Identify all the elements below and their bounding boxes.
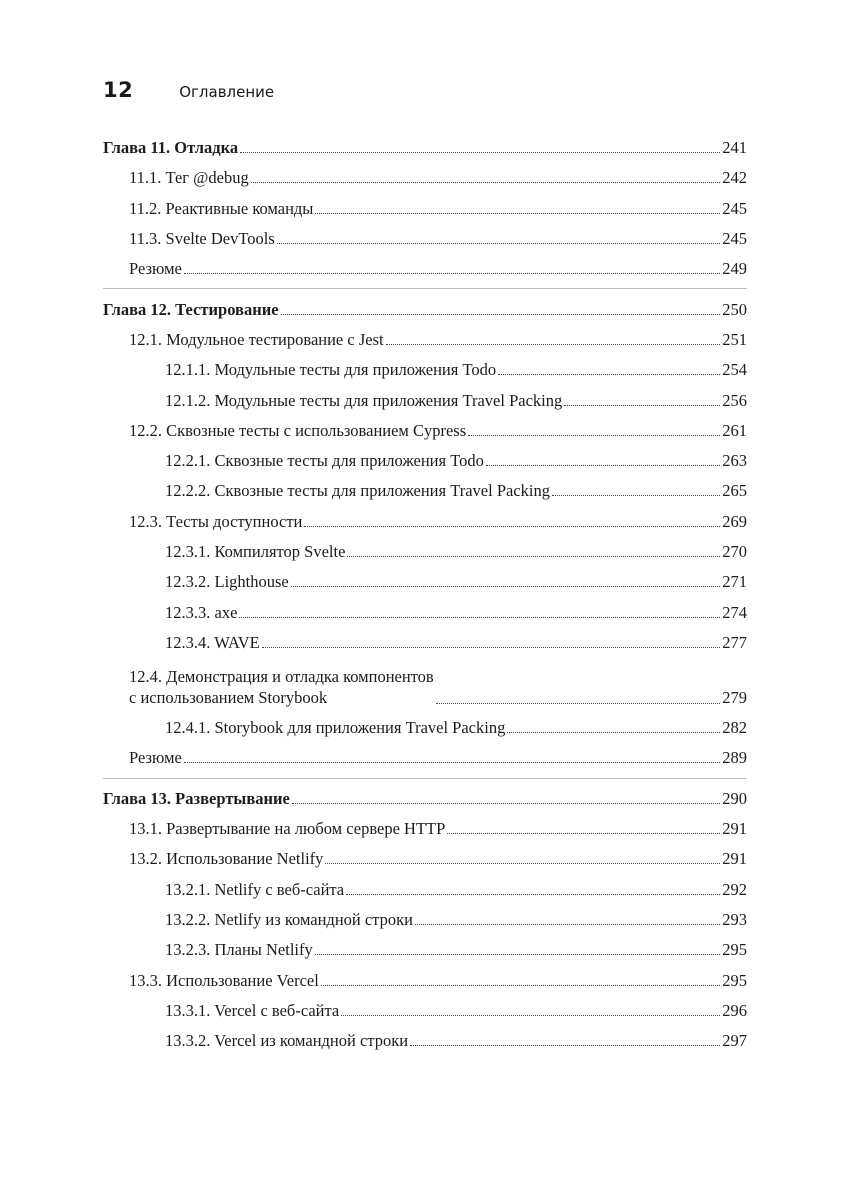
toc-chapter-entry[interactable] — [103, 294, 747, 324]
dot-leader — [184, 273, 720, 274]
toc-page-number: 295 — [722, 970, 747, 990]
toc-page-number: 297 — [722, 1031, 747, 1051]
toc-subsection-entry[interactable] — [103, 597, 747, 627]
dot-leader — [415, 924, 720, 925]
toc-page-number: 279 — [722, 688, 747, 708]
toc-entry-title: 13.2. Использование Netlify — [129, 849, 324, 869]
toc-subsection-entry[interactable] — [103, 628, 747, 658]
toc-subsection-entry[interactable] — [103, 385, 747, 415]
dot-leader — [292, 803, 720, 804]
toc-entry-title-continued: с использованием Storybook — [129, 688, 328, 708]
toc-chapter-entry[interactable] — [103, 784, 747, 814]
toc-chapter-section — [103, 784, 747, 1061]
toc-page-number: 269 — [722, 511, 747, 531]
toc-entry-title: 13.2.2. Netlify из командной строки — [165, 909, 413, 929]
toc-entry-title: 12.1.2. Модульные тесты для приложения Travel Packing — [165, 390, 563, 410]
dot-leader — [447, 833, 720, 834]
dot-leader — [468, 435, 720, 436]
toc-subsection-entry[interactable] — [103, 476, 747, 506]
toc-chapter-section — [103, 133, 747, 289]
toc-entry-title: 12.3.3. axe — [165, 602, 238, 622]
toc-page-number: 256 — [722, 390, 747, 410]
toc-section-entry[interactable] — [103, 743, 747, 773]
toc-section-entry[interactable] — [103, 507, 747, 537]
dot-leader — [315, 954, 720, 955]
toc-entry-title: 13.3.1. Vercel с веб-сайта — [165, 1000, 340, 1020]
dot-leader — [315, 213, 720, 214]
toc-section-entry[interactable] — [103, 416, 747, 446]
toc-entry-title: Глава 11. Отладка — [103, 138, 239, 158]
dot-leader — [436, 703, 721, 704]
toc-subsection-entry[interactable] — [103, 355, 747, 385]
toc-entry-title: 12.2.1. Сквозные тесты для приложения Todo — [165, 451, 484, 471]
dot-leader — [321, 985, 720, 986]
toc-subsection-entry[interactable] — [103, 713, 747, 743]
toc-page-number: 241 — [722, 138, 747, 158]
dot-leader — [251, 182, 721, 183]
toc-entry-title: 13.3. Использование Vercel — [129, 970, 319, 990]
toc-subsection-entry[interactable] — [103, 537, 747, 567]
page-header — [103, 78, 274, 102]
toc-subsection-entry[interactable] — [103, 905, 747, 935]
toc-page-number: 254 — [722, 360, 747, 380]
toc-subsection-entry[interactable] — [103, 935, 747, 965]
toc-entry-title: Глава 13. Развертывание — [103, 788, 290, 808]
dot-leader — [386, 344, 721, 345]
toc-page-number: 295 — [722, 940, 747, 960]
toc-entry-title: 12.4. Демонстрация и отладка компонентов — [129, 667, 434, 687]
dot-leader — [507, 732, 720, 733]
toc-section-entry[interactable] — [103, 965, 747, 995]
toc-entry-title: 11.3. Svelte DevTools — [129, 229, 275, 249]
toc-section-entry[interactable] — [103, 658, 747, 713]
dot-leader — [262, 647, 721, 648]
dot-leader — [304, 526, 720, 527]
toc-page-number: 265 — [722, 481, 747, 501]
toc-page-number: 250 — [722, 299, 747, 319]
dot-leader — [498, 374, 720, 375]
toc-entry-title: 11.1. Тег @debug — [129, 168, 249, 188]
dot-leader — [277, 243, 720, 244]
toc-chapter-section — [103, 294, 747, 778]
toc-section-entry[interactable] — [103, 224, 747, 254]
toc-subsection-entry[interactable] — [103, 875, 747, 905]
toc-chapter-entry[interactable] — [103, 133, 747, 163]
toc-page-number: 245 — [722, 198, 747, 218]
toc-entry-title: 12.2. Сквозные тесты с использованием Cypress — [129, 420, 467, 440]
toc-page-number: 274 — [722, 602, 747, 622]
toc-entry-title: 13.2.3. Планы Netlify — [165, 940, 313, 960]
dot-leader — [291, 586, 721, 587]
toc-entry-title: 13.3.2. Vercel из командной строки — [165, 1031, 409, 1051]
toc-page-number: 282 — [722, 718, 747, 738]
toc-page-number: 277 — [722, 632, 747, 652]
toc-section-entry[interactable] — [103, 814, 747, 844]
toc-entry-title: 12.3.1. Компилятор Svelte — [165, 542, 346, 561]
dot-leader — [239, 617, 720, 618]
toc-entry-title: Резюме — [129, 748, 182, 768]
toc-page-number: 292 — [722, 879, 747, 899]
toc-page-number: 271 — [722, 572, 747, 592]
dot-leader — [281, 314, 721, 315]
toc-page-number: 249 — [722, 259, 747, 279]
toc-page-number: 251 — [722, 329, 747, 349]
toc-page-number: 290 — [722, 788, 747, 808]
dot-leader — [341, 1015, 720, 1016]
toc-entry-title: Резюме — [129, 259, 182, 279]
toc-page-number: 242 — [722, 168, 747, 188]
toc-page-number: 261 — [722, 420, 747, 440]
toc-subsection-entry[interactable] — [103, 567, 747, 597]
dot-leader — [184, 762, 720, 763]
dot-leader — [347, 556, 720, 557]
running-title: Оглавление — [179, 83, 275, 101]
toc-entry-title: 12.3.2. Lighthouse — [165, 572, 289, 592]
dot-leader — [486, 465, 720, 466]
toc-entry-title: 12.2.2. Сквозные тесты для приложения Travel Packing — [165, 481, 550, 501]
dot-leader — [325, 863, 720, 864]
toc-entry-title: Глава 12. Тестирование — [103, 299, 279, 319]
toc-section-entry[interactable] — [103, 325, 747, 355]
toc-page-number: 291 — [722, 819, 747, 839]
toc-entry-title: 13.2.1. Netlify с веб-сайта — [165, 879, 345, 899]
toc-page-number: 293 — [722, 909, 747, 929]
dot-leader — [552, 495, 720, 496]
toc-entry-title: 11.2. Реактивные команды — [129, 198, 314, 218]
toc-section-entry[interactable] — [103, 844, 747, 874]
toc-section-entry[interactable] — [103, 163, 747, 193]
toc-page-number: 296 — [722, 1000, 747, 1020]
page-number: 12 — [103, 78, 134, 102]
toc-section-entry[interactable] — [103, 194, 747, 224]
table-of-contents — [103, 133, 747, 1065]
toc-page-number: 291 — [722, 849, 747, 869]
toc-entry-title: 12.3. Тесты доступности — [129, 511, 303, 531]
toc-entry-title: 12.1.1. Модульные тесты для приложения Todo — [165, 360, 497, 380]
toc-entry-title: 12.1. Модульное тестирование с Jest — [129, 329, 384, 349]
toc-entry-title: 12.4.1. Storybook для приложения Travel Packing — [165, 718, 506, 738]
toc-subsection-entry[interactable] — [103, 996, 747, 1026]
toc-entry-title: 12.3.4. WAVE — [165, 632, 260, 652]
toc-page-number: 263 — [722, 451, 747, 471]
dot-leader — [346, 894, 720, 895]
toc-page-number: 245 — [722, 229, 747, 249]
toc-page-number: 289 — [722, 748, 747, 768]
toc-entry-title: 13.1. Развертывание на любом сервере HTTP — [129, 819, 446, 839]
dot-leader — [410, 1045, 720, 1046]
toc-subsection-entry[interactable] — [103, 446, 747, 476]
toc-page-number: 270 — [722, 542, 747, 561]
dot-leader — [240, 152, 720, 153]
toc-subsection-entry[interactable] — [103, 1026, 747, 1056]
dot-leader — [564, 405, 720, 406]
toc-section-entry[interactable] — [103, 254, 747, 284]
